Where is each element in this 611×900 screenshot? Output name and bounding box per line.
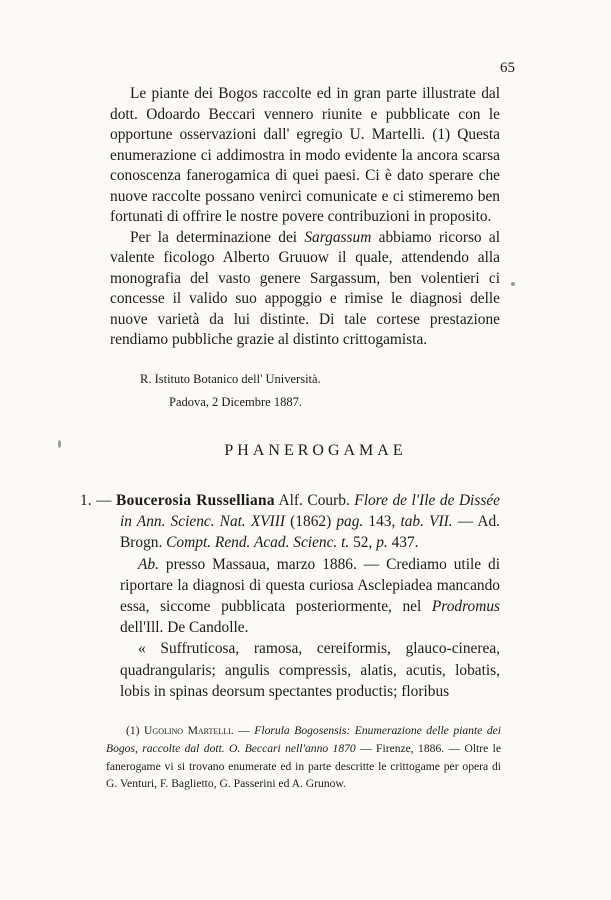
signature-date: Padova, 2 Dicembre 1887. — [169, 395, 302, 409]
entry-citation: 1. — Boucerosia Russelliana Alf. Courb. Flore de l'Ile de Dissée in Ann. Scienc. Nat. XVIII (1862) pag. 143, tab. VII. — Ad. Brogn. Compt. Rend. Acad. Scienc. t. 52, p. 437. — [80, 492, 501, 552]
footnote: (1) Ugolino Martelli. — Florula Bogosensis: Enumerazione delle piante dei Bogos, raccolte dal dott. O. Beccari nell'anno 1870 — Firenze, 1886. — Oltre le fanerogame vi si trovano enumerate ed in parte descritte le crittogame per opera di G. Venturi, F. Baglietto, G. Passerini ed A. Grunow. — [106, 724, 502, 791]
intro-paragraph-2: Per la determinazione dei Sargassum abbiamo ricorso al valente ficologo Alberto Gruuow il quale, attendendo alla monografia del vasto genere Sargassum, ben volentieri ci concesse il valido suo appoggio e rimise le diagnosi delle nuove varietà da lui distinte. Di tale cortese prestazione rendiamo pubbliche grazie al distinto crittogamista. — [110, 228, 500, 348]
intro-paragraph-1: Le piante dei Bogos raccolte ed in gran parte illustrate dal dott. Odoardo Beccari vennero riunite e pubblicate con le opportune osservazioni dall' egregio U. Martelli. (1) Questa enumerazione ci addimostra in modo evidente la ancora scarsa conoscenza fanerogamica di quei paesi. Ci è dato sperare che nuove raccolte possano venirci comunicate e ci stimeremo ben fortunati di offrire le nostre povere contribuzioni in proposito. — [110, 85, 500, 225]
section-title: PHANEROGAMAE — [224, 442, 407, 459]
species-name: Boucerosia Russelliana — [116, 492, 275, 509]
signature-block — [140, 368, 321, 414]
species-entry — [80, 490, 500, 702]
entry-observation: Ab. presso Massaua, marzo 1886. — Crediamo utile di riportare la diagnosi di questa curiosa Asclepiadea mancando essa, siccome pubblicata posteriormente, nel Prodromus dell'Ill. De Candolle. — [120, 555, 500, 637]
entry-diagnosis: « Suffruticosa, ramosa, cereiformis, glauco-cinerea, quadrangularis; angulis compressis, alatis, acutis, lobatis, lobis in spinas deorsum spectantes productis; floribus — [120, 640, 500, 700]
print-speck — [58, 440, 61, 448]
signature-institution: R. Istituto Botanico dell' Università. — [140, 372, 321, 386]
print-speck — [511, 282, 515, 286]
page-number: 65 — [500, 60, 515, 76]
intro-text — [110, 84, 500, 351]
